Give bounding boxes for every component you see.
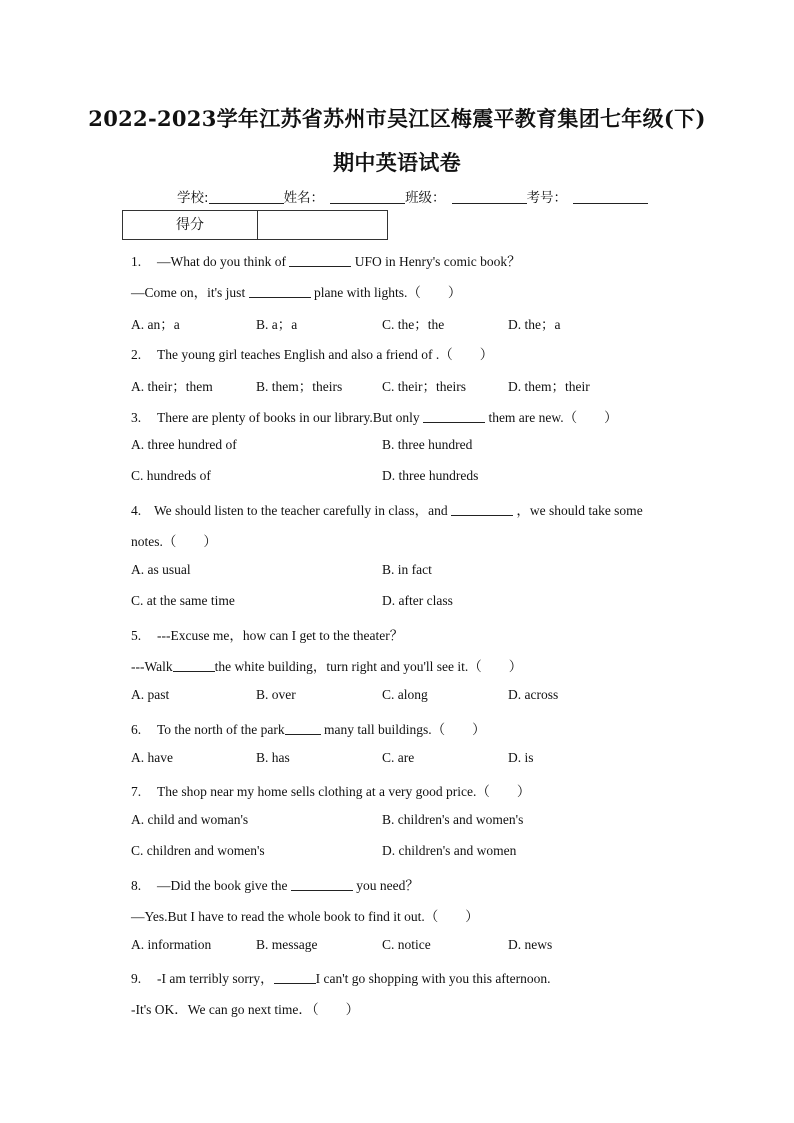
- exam-title-line2: 期中英语试卷: [333, 150, 461, 175]
- option-d[interactable]: D. children's and women: [382, 843, 517, 858]
- school-label: 学校:: [177, 190, 209, 206]
- option-d[interactable]: D. them；their: [508, 379, 590, 394]
- question-5-line-2: ---Walk the white building，turn right and you'll see it.（ ）: [131, 659, 523, 674]
- answer-blank[interactable]: [291, 878, 353, 891]
- score-table: [122, 210, 388, 240]
- option-d[interactable]: D. news: [508, 937, 553, 952]
- question-5-line-1: 5. ---Excuse me，how can I get to the theater？: [131, 628, 404, 643]
- answer-blank[interactable]: [274, 971, 316, 984]
- name-label: 姓名：: [283, 190, 325, 206]
- question-7-line-1: 7. The shop near my home sells clothing at a very good price.（ ）: [131, 784, 531, 799]
- option-d[interactable]: D. the；a: [508, 317, 561, 332]
- question-2-line-1: 2. The young girl teaches English and also a friend of .（ ）: [131, 347, 494, 362]
- question-8-line-1: 8. —Did the book give the you need？: [131, 878, 419, 893]
- option-c[interactable]: C. children and women's: [131, 843, 265, 858]
- question-number: 7.: [131, 784, 142, 799]
- option-c[interactable]: C. hundreds of: [131, 468, 211, 483]
- question-9-line-1: 9. -I am terribly sorry， I can't go shopping with you this afternoon.: [131, 971, 551, 986]
- option-a[interactable]: A. past: [131, 687, 170, 702]
- option-c[interactable]: C. notice: [382, 937, 431, 952]
- option-c[interactable]: C. at the same time: [131, 593, 235, 608]
- answer-blank[interactable]: [423, 410, 485, 423]
- option-b[interactable]: B. message: [256, 937, 318, 952]
- option-b[interactable]: B. in fact: [382, 562, 432, 577]
- option-d[interactable]: D. three hundreds: [382, 468, 479, 483]
- school-field[interactable]: [209, 189, 284, 204]
- question-1-line-1: 1. —What do you think of UFO in Henry's comic book？: [131, 254, 521, 269]
- question-number: 3.: [131, 410, 142, 425]
- option-a[interactable]: A. information: [131, 937, 212, 952]
- option-a[interactable]: A. their；them: [131, 379, 213, 394]
- question-6-line-1: 6. To the north of the park many tall buildings.（ ）: [131, 722, 486, 737]
- score-label: 得分: [123, 211, 258, 239]
- question-number: 9.: [131, 971, 142, 986]
- question-number: 8.: [131, 878, 142, 893]
- option-a[interactable]: A. three hundred of: [131, 437, 237, 452]
- option-d[interactable]: D. is: [508, 750, 534, 765]
- option-c[interactable]: C. their；theirs: [382, 379, 466, 394]
- question-number: 2.: [131, 347, 142, 362]
- option-a[interactable]: A. an；a: [131, 317, 180, 332]
- question-9-line-2: -It's OK．We can go next time．（ ）: [131, 1002, 360, 1017]
- class-label: 班级：: [405, 190, 446, 206]
- answer-blank[interactable]: [249, 285, 311, 298]
- question-number: 4.: [131, 503, 142, 518]
- option-d[interactable]: D. across: [508, 687, 559, 702]
- option-c[interactable]: C. the；the: [382, 317, 445, 332]
- answer-blank[interactable]: [285, 722, 321, 735]
- option-c[interactable]: C. along: [382, 687, 428, 702]
- exam-no-label: 考号：: [526, 190, 568, 206]
- question-number: 5.: [131, 628, 142, 643]
- exam-no-field[interactable]: [573, 189, 648, 204]
- question-8-line-2: —Yes.But I have to read the whole book to find it out.（ ）: [131, 909, 479, 924]
- option-a[interactable]: A. as usual: [131, 562, 191, 577]
- question-number: 6.: [131, 722, 142, 737]
- question-number: 1.: [131, 254, 142, 269]
- option-b[interactable]: B. a；a: [256, 317, 298, 332]
- answer-blank[interactable]: [289, 254, 351, 267]
- name-field[interactable]: [330, 189, 405, 204]
- option-d[interactable]: D. after class: [382, 593, 453, 608]
- exam-title-line1: 2022-2023学年江苏省苏州市吴江区梅震平教育集团七年级(下): [88, 106, 706, 131]
- option-b[interactable]: B. three hundred: [382, 437, 473, 452]
- option-a[interactable]: A. child and woman's: [131, 812, 249, 827]
- option-a[interactable]: A. have: [131, 750, 173, 765]
- answer-blank[interactable]: [451, 503, 513, 516]
- option-b[interactable]: B. has: [256, 750, 290, 765]
- option-b[interactable]: B. children's and women's: [382, 812, 524, 827]
- question-1-line-2: —Come on，it's just plane with lights.（ ）: [131, 285, 462, 300]
- question-4-line-1: 4. We should listen to the teacher carefully in class，and ，we should take some: [131, 503, 643, 518]
- class-field[interactable]: [452, 189, 527, 204]
- student-info-row: [177, 186, 648, 206]
- answer-blank[interactable]: [173, 659, 215, 672]
- option-b[interactable]: B. over: [256, 687, 296, 702]
- option-c[interactable]: C. are: [382, 750, 415, 765]
- score-field[interactable]: [258, 211, 387, 239]
- question-3-line-1: 3. There are plenty of books in our library.But only them are new.（ ）: [131, 410, 618, 425]
- question-4-line-2: notes.（ ）: [131, 534, 217, 549]
- option-b[interactable]: B. them；theirs: [256, 379, 343, 394]
